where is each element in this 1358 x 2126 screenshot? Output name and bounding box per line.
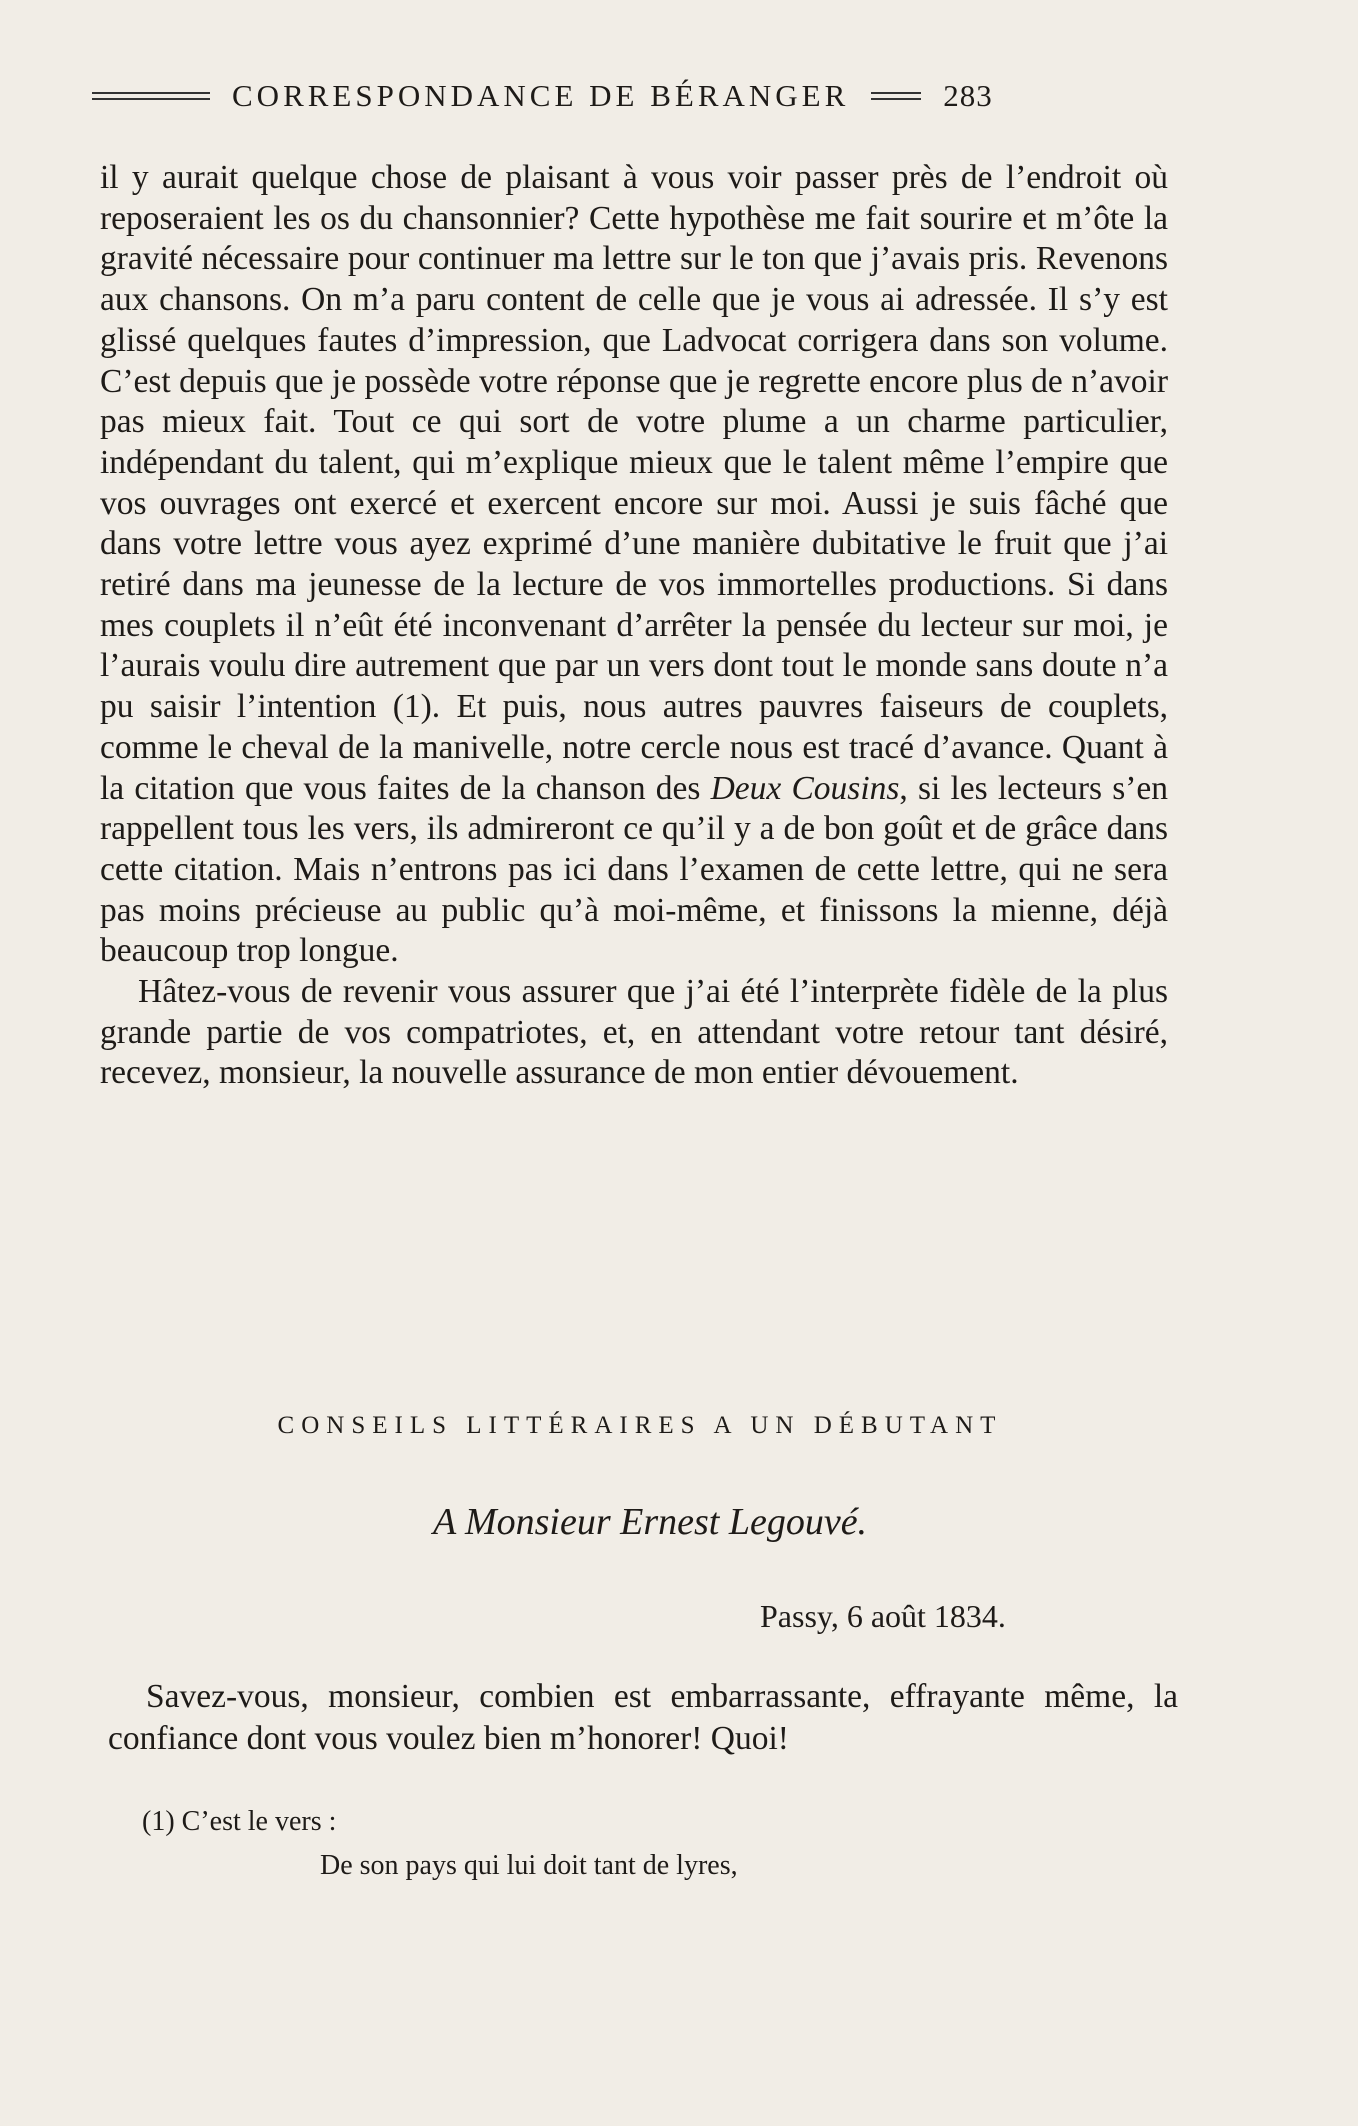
header-title: CORRESPONDANCE DE BÉRANGER — [232, 78, 850, 113]
footnote-marker: (1) C’est le vers : — [142, 1806, 337, 1837]
body-paragraph-1-text: il y aurait quelque chose de plaisant à vous voir passer près de l’endroit où reposeraient les os du chansonnier? Cette hypothèse me fait sourire et m’ôte la gravité nécessaire pour continuer ma lettre sur le ton que j’avais pris. Revenons aux chansons. On m’a paru content de celle que je vous ai adressée. Il s’y est glissé quelques fautes d’impression, que Ladvocat corrigera dans son volume. C’est depuis que je possède votre réponse que je regrette encore plus de n’avoir pas mieux fait. Tout ce qui sort de votre plume a un charme particulier, indépendant du talent, qui m’explique mieux que le talent même l’empire que vos ouvrages ont exercé et exercent encore sur moi. Aussi je suis fâché que dans votre lettre vous ayez exprimé d’une manière dubitative le fruit que j’ai retiré dans ma jeunesse de la lecture de vos immortelles productions. Si dans mes couplets il n’eût été inconvenant d’arrêter la pensée du lecteur sur moi, je l’aurais voulu dire autrement que par un vers dont tout le monde sans doute n’a pu saisir l’intention (1). Et puis, nous autres pauvres faiseurs de couplets, comme le cheval de la manivelle, notre cercle nous est tracé d’avance. Quant à la citation que vous faites de la chanson des — [100, 159, 1168, 807]
header-rule-right — [871, 92, 921, 100]
section-heading: CONSEILS LITTÉRAIRES A UN DÉBUTANT — [277, 1412, 1003, 1439]
body-paragraph-1 — [100, 158, 1168, 972]
letter-body — [100, 158, 1168, 1094]
letter-dateline: Passy, 6 août 1834. — [760, 1598, 1006, 1634]
page-number: 283 — [943, 78, 993, 113]
song-title: Deux Cousins — [710, 769, 900, 807]
letter-opening — [108, 1676, 1178, 1760]
opening-paragraph: Savez-vous, monsieur, combien est embarrassante, effrayante même, la confiance dont vous voulez bien m’honorer! Quoi! — [108, 1678, 1178, 1757]
body-paragraph-2: Hâtez-vous de revenir vous assurer que j’ai été l’interprète fidèle de la plus grande partie de vos compatriotes, et, en attendant votre retour tant désiré, recevez, monsieur, la nouvelle assurance de mon entier dévouement. — [100, 973, 1168, 1092]
running-header — [92, 78, 1162, 114]
body-paragraph-1-end: , si les lecteurs s’en rappellent tous les vers, ils admireront ce qu’il y a de bon goût et de grâce dans cette citation. Mais n’entrons pas ici dans l’examen de cette lettre, qui ne sera pas moins précieuse au public qu’à moi-même, et finissons la mienne, déjà beaucoup trop longue. — [100, 769, 1168, 970]
header-rule-left — [92, 92, 210, 100]
footnote-verse: De son pays qui lui doit tant de lyres, — [320, 1850, 738, 1881]
footnote — [142, 1800, 1142, 1888]
letter-recipient: A Monsieur Ernest Legouvé. — [432, 1501, 868, 1543]
